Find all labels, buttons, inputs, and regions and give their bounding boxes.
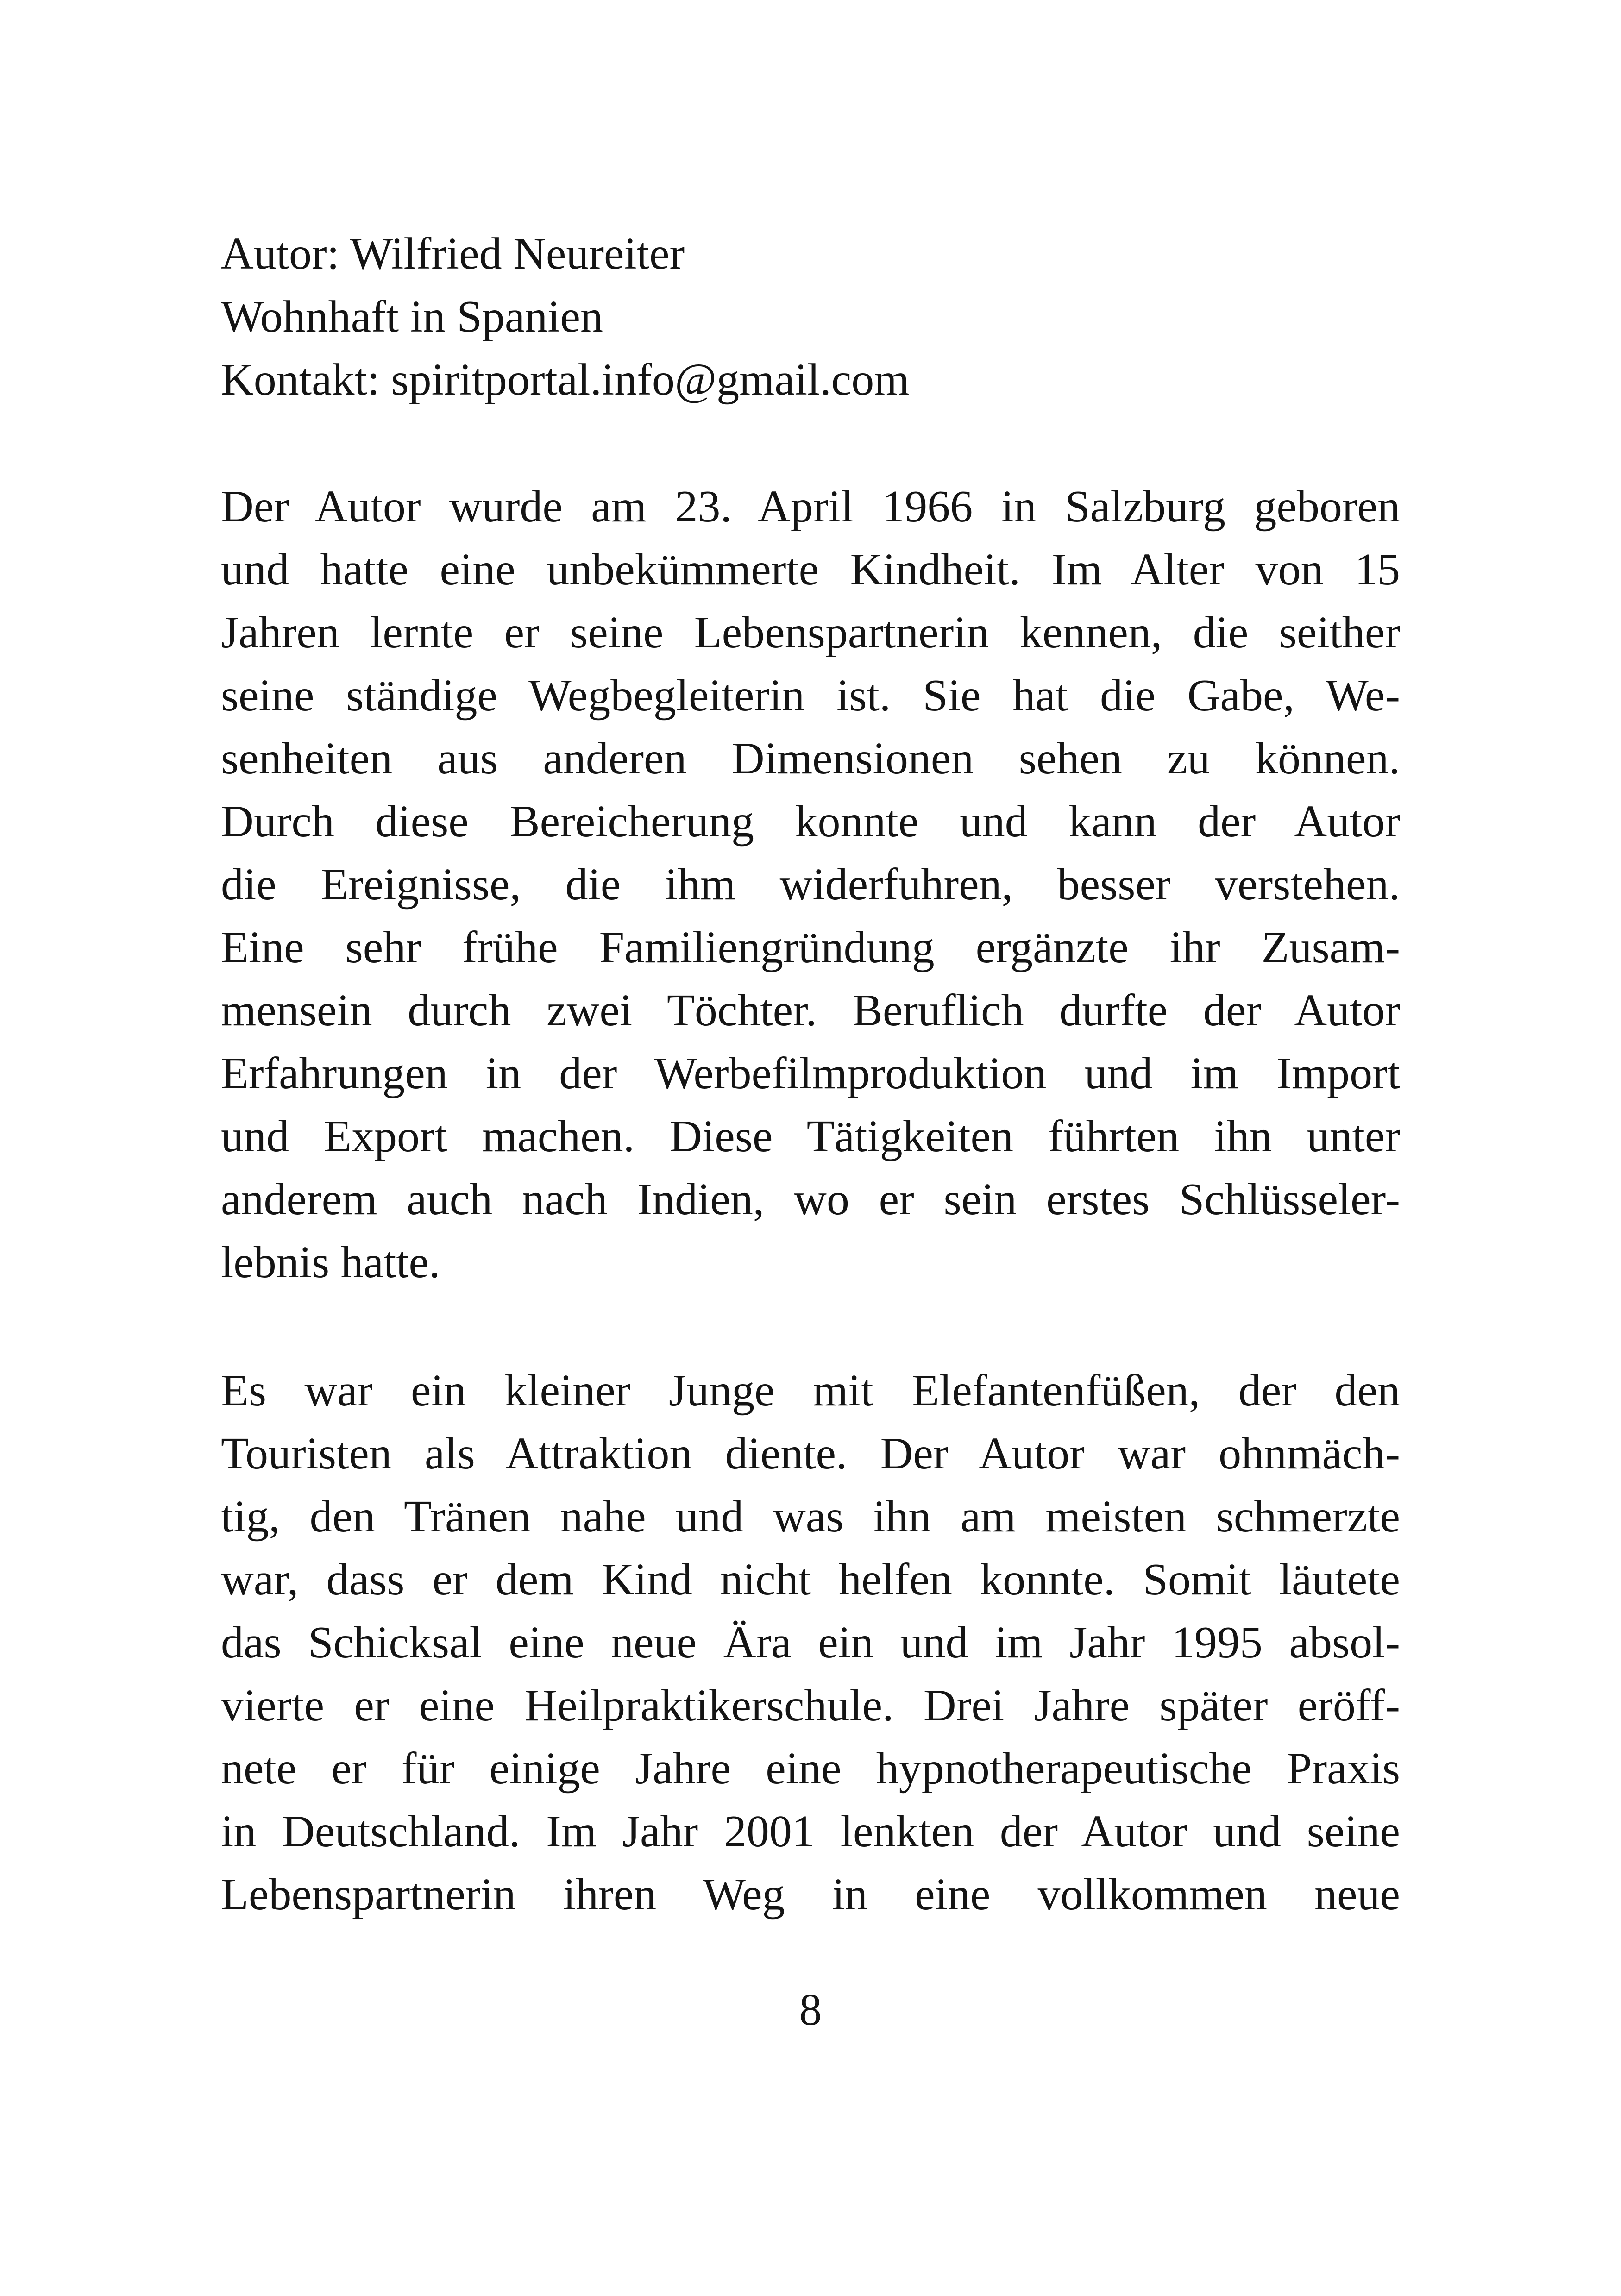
text-line: Erfahrungen in der Werbefilmproduktion und im Import <box>221 1048 1400 1098</box>
text-line: Der Autor wurde am 23. April 1966 in Salzburg geboren <box>221 482 1400 532</box>
author-line: Autor: Wilfried Neureiter <box>221 229 685 279</box>
text-line: und hatte eine unbekümmerte Kindheit. Im Alter von 15 <box>221 545 1400 595</box>
text-line: lebnis hatte. <box>221 1237 440 1287</box>
text-line: anderem auch nach Indien, wo er sein erstes Schlüsseler- <box>221 1174 1400 1224</box>
text-line: Jahren lernte er seine Lebenspartnerin kennen, die seither <box>221 608 1400 658</box>
residence-line: Wohnhaft in Spanien <box>221 292 603 342</box>
text-line: und Export machen. Diese Tätigkeiten führten ihn unter <box>221 1111 1400 1161</box>
text-line: Eine sehr frühe Familiengründung ergänzte ihr Zusam- <box>221 922 1400 972</box>
text-line: Es war ein kleiner Junge mit Elefantenfüßen, der den <box>221 1366 1400 1416</box>
text-line: mensein durch zwei Töchter. Beruflich durfte der Autor <box>221 985 1400 1035</box>
paragraph-key-experience <box>221 1359 1400 1926</box>
text-line: Lebenspartnerin ihren Weg in eine vollkommen neue <box>221 1869 1400 1920</box>
text-line: Durch diese Bereicherung konnte und kann der Autor <box>221 797 1400 847</box>
paragraph-biography <box>221 475 1400 1294</box>
page-number: 8 <box>799 1985 822 2035</box>
text-line: in Deutschland. Im Jahr 2001 lenkten der Autor und seine <box>221 1807 1400 1857</box>
contact-line: Kontakt: spiritportal.info@gmail.com <box>221 355 910 405</box>
author-info <box>221 222 1400 411</box>
text-line: war, dass er dem Kind nicht helfen konnte. Somit läutete <box>221 1555 1400 1605</box>
text-line: vierte er eine Heilpraktikerschule. Drei Jahre später eröff- <box>221 1681 1400 1731</box>
text-line: tig, den Tränen nahe und was ihn am meisten schmerzte <box>221 1492 1400 1542</box>
text-line: das Schicksal eine neue Ära ein und im Jahr 1995 absol- <box>221 1618 1400 1668</box>
text-line: senheiten aus anderen Dimensionen sehen zu können. <box>221 734 1400 784</box>
text-line: die Ereignisse, die ihm widerfuhren, besser verstehen. <box>221 859 1400 910</box>
text-line: nete er für einige Jahre eine hypnotherapeutische Praxis <box>221 1744 1400 1794</box>
text-line: seine ständige Wegbegleiterin ist. Sie hat die Gabe, We- <box>221 671 1400 721</box>
text-line: Touristen als Attraktion diente. Der Autor war ohnmäch- <box>221 1429 1400 1479</box>
